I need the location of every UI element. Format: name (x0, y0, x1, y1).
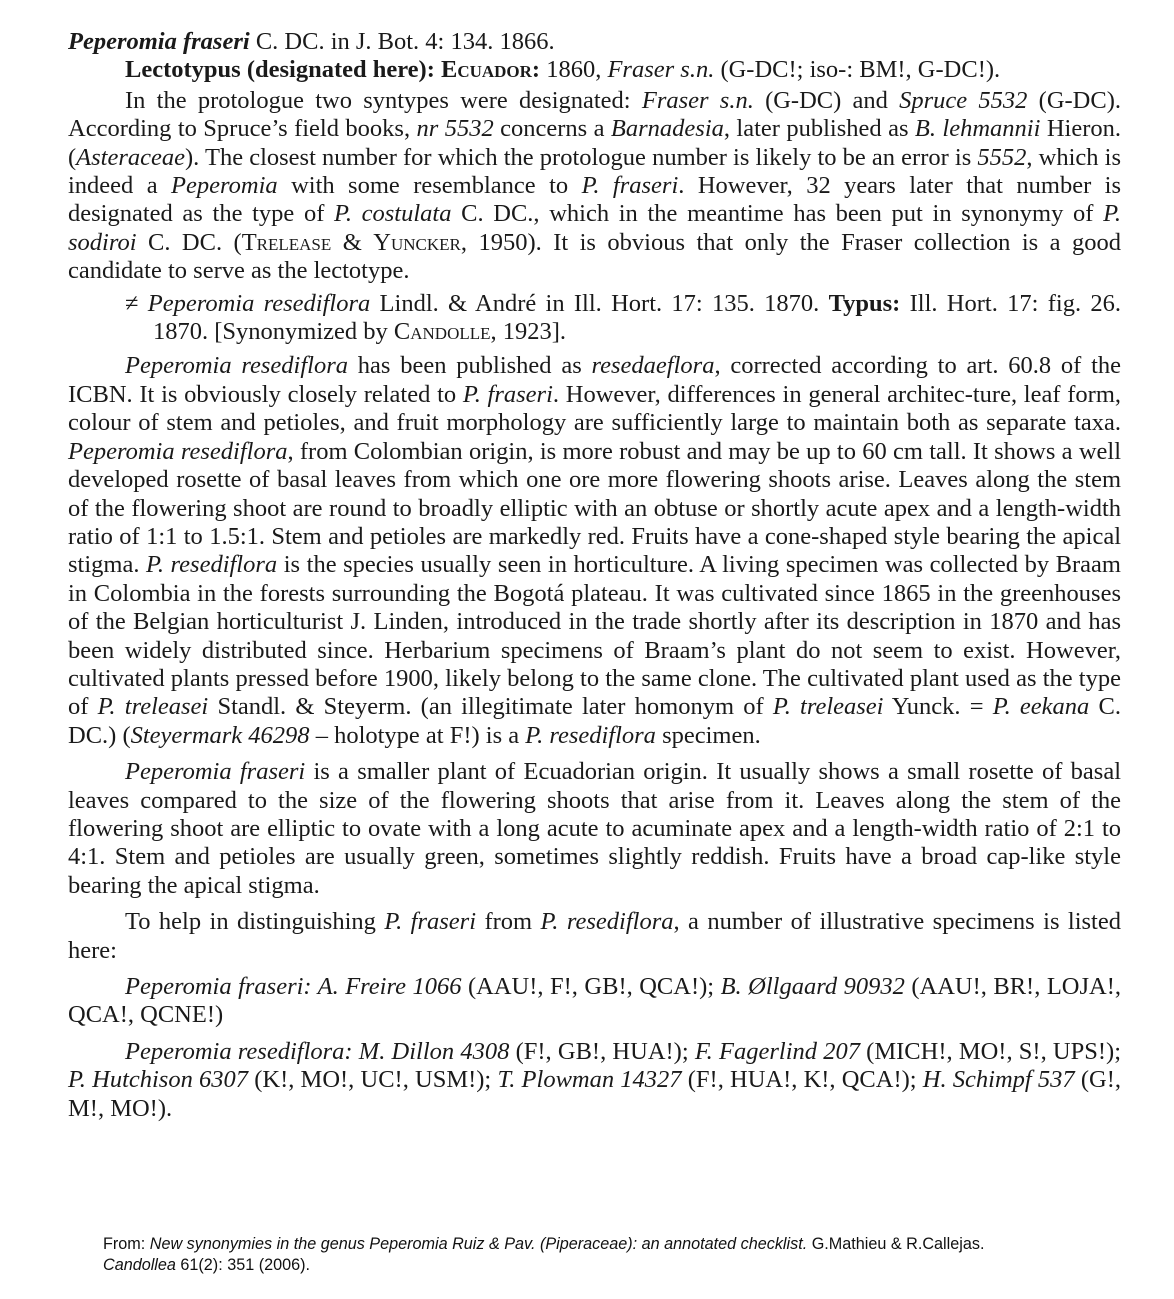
text-run: , from Colombian origin, is more robust and may be up to 60 cm tall. It shows a well developed rosette of basal leaves from which one ore more flowering shoots arise. Leaves along the stem of the flowering shoot are round to broadly elliptic with an obtuse or shortly acute apex and a length-width ratio of 1:1 to 1.5:1. Stem and petioles are markedly red. Fruits have a cone-shaped style bearing the apical stigma. (68, 437, 1121, 579)
text-run: (F!, HUA!, K!, QCA!); (681, 1066, 923, 1094)
text-run: P. costulata (334, 200, 452, 228)
species-heading (68, 28, 1121, 56)
text-run: P. eekana (992, 693, 1090, 721)
text-run: nr 5532 (416, 115, 494, 143)
paragraph-fraseri (68, 758, 1121, 900)
text-run: specimen. (655, 721, 761, 749)
text-run: Peperomia fraseri (125, 758, 306, 786)
text-run: (AAU!, BR!, LOJA!, QCA!, QCNE!) (68, 973, 1121, 1029)
text-run: T. Plowman 14327 (497, 1066, 682, 1094)
footer-journal: Candollea (103, 1256, 176, 1274)
text-run: Peperomia resediflora (125, 352, 348, 380)
footer-title: New synonymies in the genus Peperomia Ruiz & Pav. (Piperaceae): an annotated checklist. (149, 1235, 808, 1253)
text-run: is a smaller plant of Ecuadorian origin. It usually shows a small rosette of basal leaves compared to the size of the flowering shoots that arise from it. Leaves along the stem of the flowering shoot are elliptic to ovate with a long acute to acuminate apex and a length-width ratio of 2:1 to 4:1. Stem and petioles are usually green, sometimes slightly reddish. Fruits have a broad cap-like style bearing the apical stigma. (68, 758, 1122, 899)
text-run: , corrected according to art. 60.8 of the ICBN. It is obviously closely related to (68, 352, 1122, 408)
text-run: with some resemblance to (277, 172, 582, 200)
text-run: C. DC.) ( (68, 693, 1121, 749)
text-run: Barnadesia (610, 115, 724, 143)
text-run: , 1923]. (490, 318, 567, 346)
text-run: . However, differences in general architec-ture, leaf form, colour of stem and petioles, and fruit morphology are sufficiently large to maintain both as separate taxa. (68, 380, 1122, 437)
paragraph-protologue (68, 87, 1121, 286)
text-run: has been published as (348, 352, 592, 380)
text-run: , which is indeed a (68, 143, 1122, 200)
text-run: , a number of illustrative specimens is listed here: (68, 908, 1121, 964)
text-run: Peperomia resediflora (68, 437, 288, 465)
text-run: B. lehmannii (914, 115, 1041, 143)
text-run: concerns a (493, 115, 611, 143)
text-run: Typus: (828, 289, 901, 317)
text-run: P. fraseri (384, 908, 477, 936)
text-run: P. fraseri (462, 380, 553, 408)
text-run: Asteraceae (76, 143, 186, 171)
species-citation: C. DC. in J. Bot. 4: 134. 1866. (249, 28, 555, 55)
text-run: C. DC. ( (136, 228, 242, 256)
text-run: Candolle (393, 318, 491, 346)
text-run: . However, 32 years later that number is designated as the type of (68, 172, 1121, 228)
text-run: ). The closest number for which the protologue number is likely to be an error is (185, 143, 978, 171)
text-run: , 1950). It is obvious that only the Fraser collection is a good candidate to serve as the lectotype. (68, 228, 1121, 285)
text-run: P. Hutchison 6307 (68, 1066, 249, 1094)
text-run: F. Fagerlind 207 (694, 1037, 860, 1065)
text-run: (MICH!, MO!, S!, UPS!); (859, 1037, 1121, 1065)
paragraph-distinguishing (68, 908, 1121, 965)
text-run: Trelease (241, 228, 332, 256)
species-name: Peperomia fraseri (68, 28, 250, 55)
text-run: P. sodiroi (68, 200, 1122, 256)
text-run: (G!, M!, MO!). (68, 1066, 1121, 1122)
text-run: Standl. & Steyerm. (an illegitimate later homonym of (208, 693, 773, 721)
text-run: Spruce 5532 (899, 86, 1028, 114)
text-run: (G-DC) and (753, 86, 900, 114)
footer-ref: 61(2): 351 (2006). (175, 1256, 310, 1274)
lectotype-line (68, 56, 1121, 84)
text-run: 5552 (977, 143, 1027, 171)
lectotype-year: 1860, (540, 56, 608, 84)
text-run: Yunck. = (883, 693, 993, 721)
text-run: Lindl. & André in Ill. Hort. 17: 135. 1870. (370, 289, 829, 317)
text-run: In the protologue two syntypes were designated: (125, 86, 642, 114)
text-run: , later published as (723, 115, 915, 143)
text-run: Peperomia resediflora (147, 289, 371, 317)
text-run: – holotype at F!) is a (309, 721, 526, 749)
text-run: resedaeflora (591, 352, 715, 380)
text-run: P. resediflora (525, 721, 656, 749)
text-run: Fraser s.n. (641, 86, 754, 114)
text-run: P. treleasei (97, 693, 209, 721)
text-run: Peperomia fraseri: A. Freire 1066 (125, 973, 462, 1000)
text-run: Peperomia resediflora: M. Dillon 4308 (125, 1037, 510, 1065)
lectotype-country: Ecuador: (440, 56, 541, 84)
text-run: Steyermark 46298 (130, 721, 310, 749)
text-run: (F!, GB!, HUA!); (509, 1037, 695, 1065)
text-run: (G-DC). According to Spruce’s field books, (68, 86, 1121, 143)
text-run: ≠ (125, 289, 148, 317)
footer-prefix: From: (103, 1235, 150, 1253)
text-run: Hieron. ( (68, 115, 1121, 171)
text-run: from (476, 908, 541, 936)
specimens-fraseri (68, 973, 1121, 1030)
source-footer (103, 1234, 1123, 1276)
text-run: B. Øllgaard 90932 (720, 973, 905, 1000)
text-run: Ill. Hort. 17: fig. 26. 1870. [Synonymized by (153, 289, 1121, 346)
lectotype-collector: Fraser s.n. (607, 56, 715, 84)
text-run: To help in distinguishing (125, 908, 385, 936)
paragraph-resediflora (68, 352, 1121, 750)
text-run: P. fraseri (581, 172, 679, 200)
text-run: (AAU!, F!, GB!, QCA!); (461, 973, 721, 1000)
article-page (68, 28, 1121, 1123)
text-run: Peperomia (171, 172, 278, 200)
text-run: P. resediflora (146, 551, 278, 579)
text-run: H. Schimpf 537 (922, 1066, 1075, 1094)
lectotype-herbaria: (G-DC!; iso-: BM!, G-DC!). (714, 56, 1001, 84)
text-run: (K!, MO!, UC!, USM!); (248, 1066, 498, 1094)
lectotype-label: Lectotypus (designated here): (125, 56, 441, 84)
text-run: P. resediflora (540, 908, 674, 936)
text-run: Yuncker (373, 228, 461, 256)
text-run: & (331, 228, 374, 256)
text-run: C. DC., which in the meantime has been put in synonymy of (451, 200, 1104, 228)
text-run: P. treleasei (772, 693, 884, 721)
specimens-resediflora (68, 1038, 1121, 1123)
text-run: is the species usually seen in horticulture. A living specimen was collected by Braam in Colombia in the forests surrounding the Bogotá plateau. It was cultivated since 1865 in the greenhouses of the Belgian horticulturist J. Linden, introduced in the trade shortly after its description in 1870 and has been widely distributed since. Herbarium specimens of Braam’s plant do not seem to exist. However, cultivated plants pressed before 1900, likely belong to the same clone. The cultivated plant used as the type of (68, 551, 1121, 721)
synonym-entry (68, 290, 1121, 347)
footer-authors: G.Mathieu & R.Callejas. (807, 1235, 985, 1253)
